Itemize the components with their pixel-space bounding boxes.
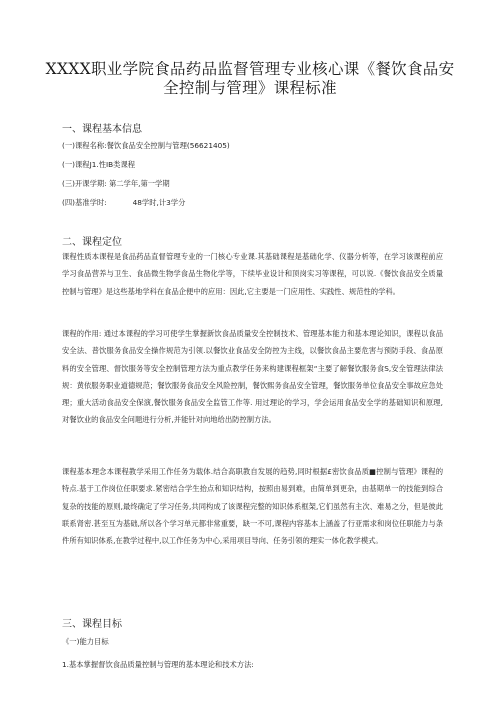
course-type-line: (一)课程J1.性IB类课程 [62, 160, 136, 169]
hours-value: 48学时,计3学分 [132, 198, 186, 207]
course-role-paragraph: 课程的作用: 通过本课程的学习可使学生掌握新饮食品质量安全控制技术、管理基本能力和基本理论知识，课程以食品安全法、普饮服务食品安全操作规范为引领.以餐饮业食品安全防控为主线，以餐饮食品主要危害与预防手段、食品原料的安全管理、督饮服务等安全控制管理方法为重点教学任务来构建课程框架“主要了解餐饮服务食S,安全管理法律法规：黄依服务职业道德规范；餐饮服务食品安全风险控制，餐饮熙务食品安全管理，餐饮服务单位食品安全事故应急处理；重大活动食品安全保演,餐饮服务食品安全监管工作等. 用过理论的学习，学会运用食品安全学的基础知识和原理,对餐饮业的食品安全问题进行分析,并能针对向地给出防控制方法。 [62, 329, 443, 425]
section-heading-positioning: 二、课程定位 [62, 237, 122, 248]
objective-item-1: 1.基本掌握督饮食品质量控制与管理的基本理论和技术方法: [62, 660, 254, 669]
document-title: XXXX职业学院食品药品监督管理专业核心课《餐饮食品安全控制与管理》课程标准 [45, 60, 455, 97]
course-name-line: (一)课程名称:餐饮食品安全控制与管理(56621405) [62, 141, 230, 150]
section-heading-basic-info: 一、课程基本信息 [62, 124, 142, 135]
hours-line [62, 198, 185, 208]
hours-label: (四)基准学时: [62, 198, 107, 207]
section-heading-objectives: 三、课程目标 [62, 619, 122, 630]
semester-line: (三)开课学期: 第二学年,第一学期 [62, 179, 170, 188]
ability-objectives-heading: 《一)能力目标 [62, 637, 109, 646]
course-nature-paragraph: 课程性质本课程是食品药品直督管理专业的一门核心专业课.其基础课程是基础化学、仪器分析等，在学习该课程前应学习食品营养与卫生、食品微生物学食品生物化学等，下续毕业设计和顶岗实习等课程，可以说.《餐饮食品安全质量控制与管理》是这些基地学科在食品企便中的应用：因此,它主要是一门应用性、实践性、规范性的学科。 [62, 252, 443, 296]
course-philosophy-paragraph: 课程基本理念本课程教学采用工作任务为载体.结合高职教自发展的趋势,同时根据£密饮食品质■控制与管理》课程的特点.基于工作岗位任职要求.紧密结合学生抬点和知识结构，按照由易到难，由简单到更杂，由基期单一的技能到综合复杂的技能的原则,最终确定了学习任务,共同构成了该课程完整的知识体系框架,它们虽然有主次、难易之分，但是彼此联系肾密.甚至互为基础,所以各个学习单元都非常重要，缺一不可,课程内容基本上涵盖了行亚需求和岗位任职能力与条件所有知识体系,在教学过程中,以工作任务为中心,采用项目导向、任务引领的理实一体化教学模式。 [62, 467, 443, 546]
